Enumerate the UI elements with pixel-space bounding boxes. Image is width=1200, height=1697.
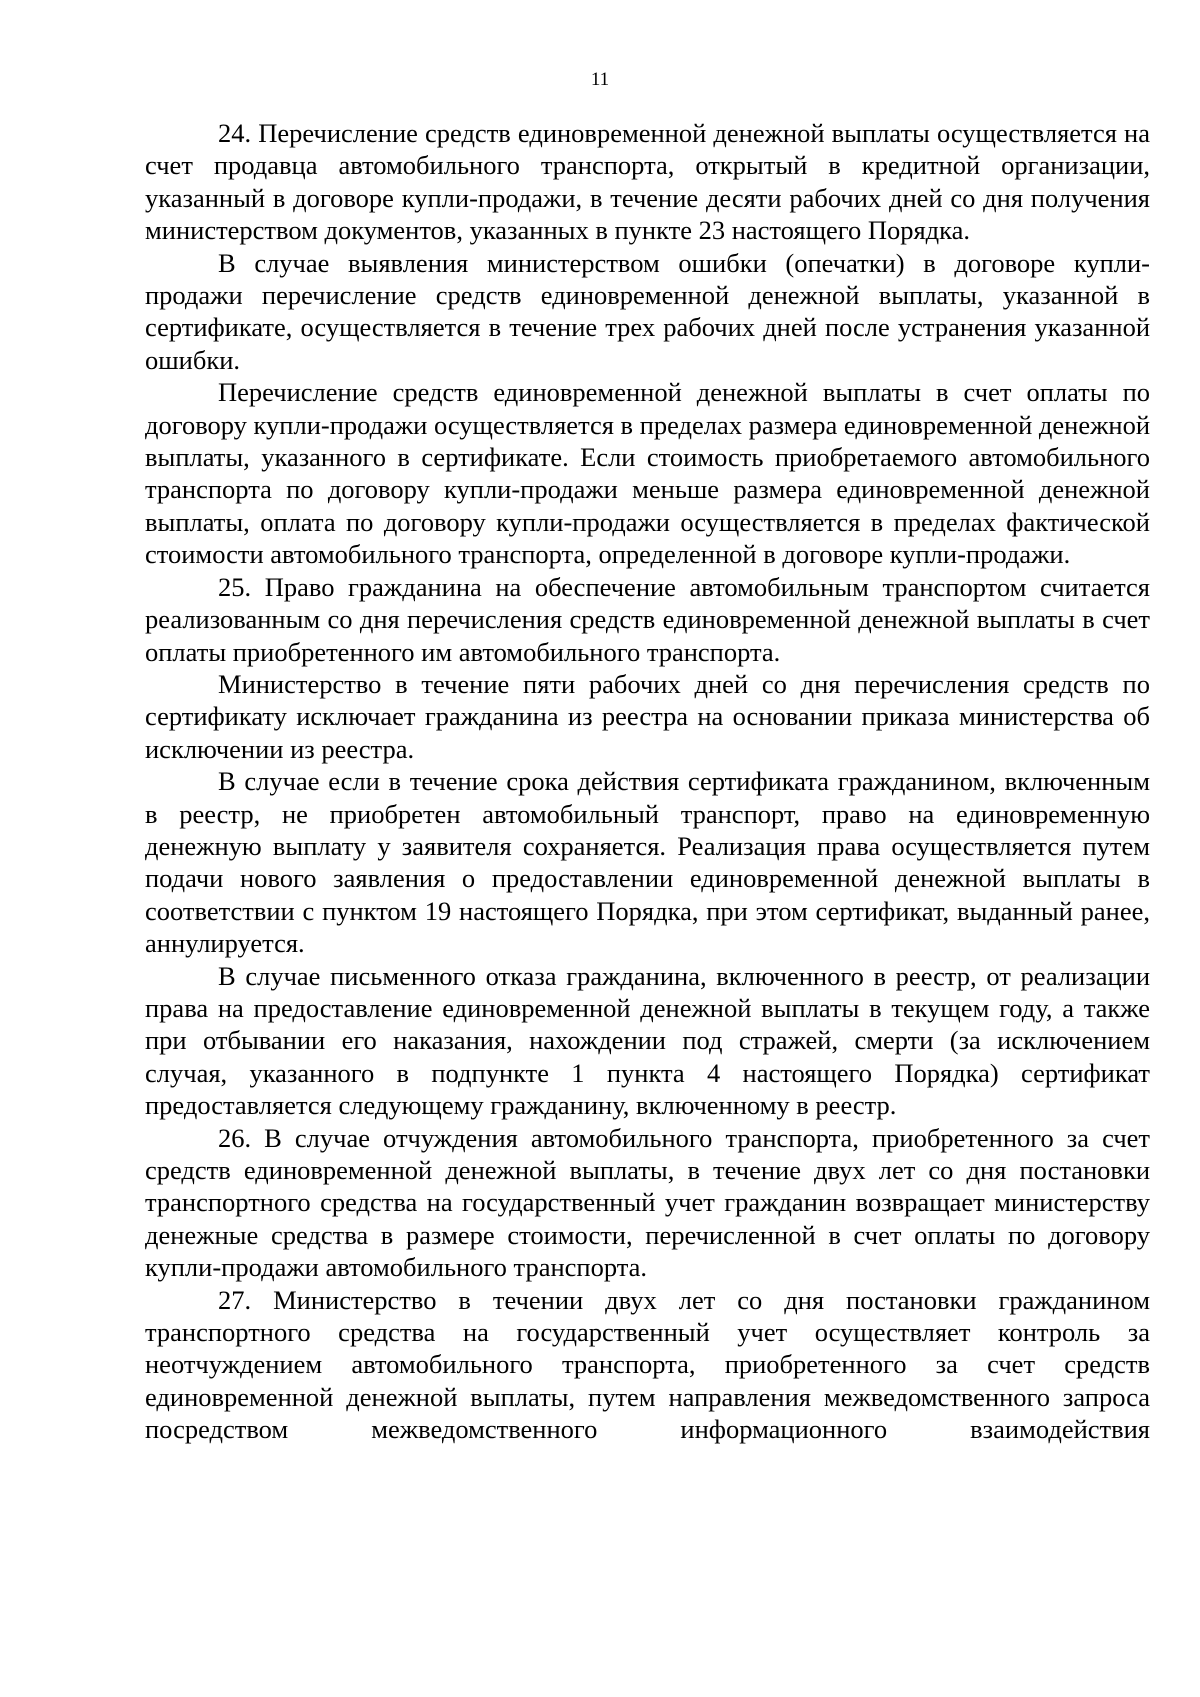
paragraph-24: 24. Перечисление средств единовременной денежной выплаты осуществляется на счет продавца автомобильного транспорта, открытый в кредитной организации, указанный в договоре купли-продажи, в течение десяти рабочих дней со дня получения министерством документов, указанных в пункте 23 настоящего Порядка. [145,118,1150,246]
paragraph-24-error-correction: В случае выявления министерством ошибки (опечатки) в договоре купли-продажи перечисление средств единовременной денежной выплаты, указанной в сертификате, осуществляется в течение трех рабочих дней после устранения указанной ошибки. [145,247,1150,375]
paragraph-27: 27. Министерство в течении двух лет со дня постановки гражданином транспортного средства на государственный учет осуществляет контроль за неотчуждением автомобильного транспорта, приобретенного за счет средств единовременной денежной выплаты, путем направления межведомственного запроса посредством межведомственного информационного взаимодействия [145,1284,1150,1445]
paragraph-25-right-retained: В случае если в течение срока действия сертификата гражданином, включенным в реестр, не приобретен автомобильный транспорт, право на единовременную денежную выплату у заявителя сохраняется. Реализация права осуществляется путем подачи нового заявления о предоставлении единовременной денежной выплаты в соответствии с пунктом 19 настоящего Порядка, при этом сертификат, выданный ранее, аннулируется. [145,766,1150,959]
paragraph-24-payment-limits: Перечисление средств единовременной денежной выплаты в счет оплаты по договору купли-продажи осуществляется в пределах размера единовременной денежной выплаты, указанного в сертификате. Если стоимость приобретаемого автомобильного транспорта по договору купли-продажи меньше размера единовременной денежной выплаты, оплата по договору купли-продажи осуществляется в пределах фактической стоимости автомобильного транспорта, определенной в договоре купли-продажи. [145,377,1151,570]
document-body [145,117,1150,1446]
paragraph-25-certificate-transfer: В случае письменного отказа гражданина, включенного в реестр, от реализации права на предоставление единовременной денежной выплаты в текущем году, а также при отбывании его наказания, нахождении под стражей, смерти (за исключением случая, указанного в подпункте 1 пункта 4 настоящего Порядка) сертификат предоставляется следующему гражданину, включенному в реестр. [145,960,1150,1121]
paragraph-25: 25. Право гражданина на обеспечение автомобильным транспортом считается реализованным со дня перечисления средств единовременной денежной выплаты в счет оплаты приобретенного им автомобильного транспорта. [145,571,1150,667]
page-number: 11 [590,69,610,90]
paragraph-25-registry-exclusion: Министерство в течение пяти рабочих дней со дня перечисления средств по сертификату исключает гражданина из реестра на основании приказа министерства об исключении из реестра. [145,668,1150,764]
paragraph-26: 26. В случае отчуждения автомобильного транспорта, приобретенного за счет средств единовременной денежной выплаты, в течение двух лет со дня постановки транспортного средства на государственный учет гражданин возвращает министерству денежные средства в размере стоимости, перечисленной в счет оплаты по договору купли-продажи автомобильного транспорта. [145,1122,1150,1283]
